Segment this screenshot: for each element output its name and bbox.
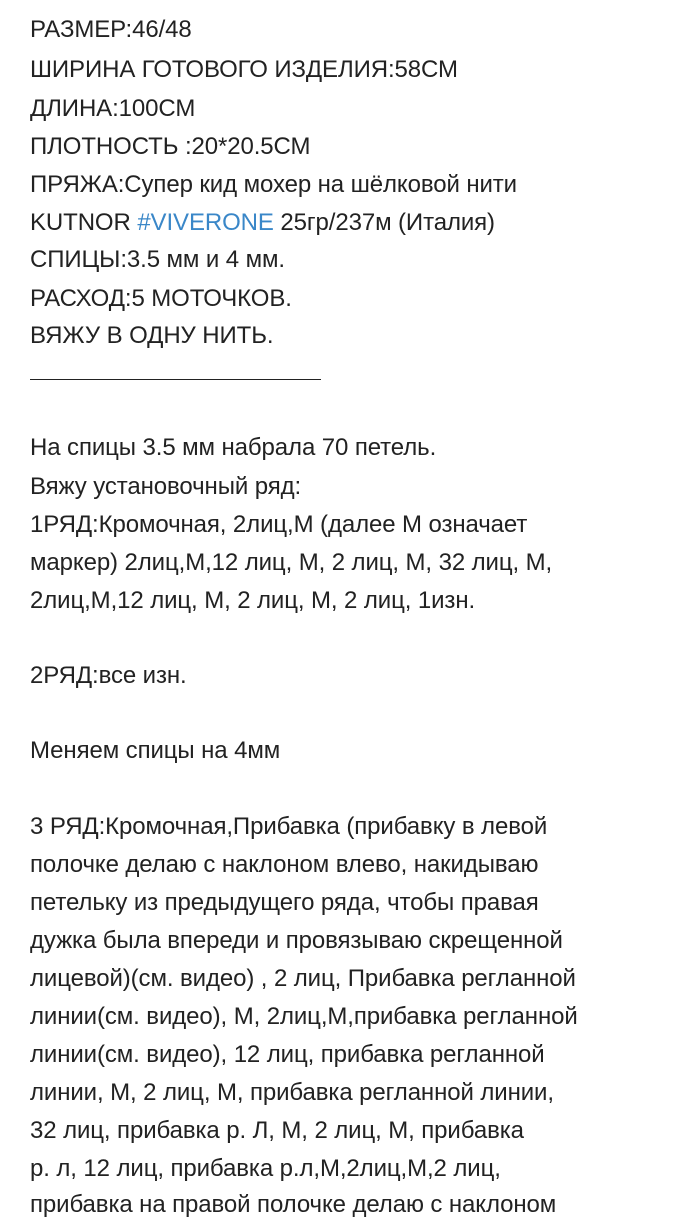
row2-line: 2РЯД:все изн. (30, 662, 187, 689)
finished-width-line: ШИРИНА ГОТОВОГО ИЗДЕЛИЯ:58СМ (30, 56, 458, 83)
row1-line: 1РЯД:Кромочная, 2лиц,М (далее М означает (30, 511, 528, 538)
strands-line: ВЯЖУ В ОДНУ НИТЬ. (30, 322, 274, 349)
cast-on-line: На спицы 3.5 мм набрала 70 петель. (30, 434, 437, 461)
length-line: ДЛИНА:100СМ (30, 95, 196, 122)
row3-line: линии(см. видео), 12 лиц, прибавка регланной (30, 1041, 545, 1068)
setup-row-line: Вяжу установочный ряд: (30, 473, 302, 500)
consumption-line: РАСХОД:5 МОТОЧКОВ. (30, 285, 292, 312)
row3-line: петельку из предыдущего ряда, чтобы правая (30, 889, 539, 916)
row3-line: линии(см. видео), М, 2лиц,М,прибавка регланной (30, 1003, 578, 1030)
change-needles-line: Меняем спицы на 4мм (30, 737, 281, 764)
row1-line: 2лиц,М,12 лиц, М, 2 лиц, М, 2 лиц, 1изн. (30, 587, 476, 614)
needles-line: СПИЦЫ:3.5 мм и 4 мм. (30, 246, 285, 273)
yarn-line: ПРЯЖА:Супер кид мохер на шёлковой нити (30, 171, 517, 198)
row3-line: 32 лиц, прибавка р. Л, М, 2 лиц, М, прибавка (30, 1117, 524, 1144)
row3-line: р. л, 12 лиц, прибавка р.л,М,2лиц,М,2 лиц, (30, 1155, 501, 1182)
yarn-brand: KUTNOR (30, 209, 138, 236)
yarn-brand-line (30, 208, 495, 238)
size-line: РАЗМЕР:46/48 (30, 16, 192, 43)
row3-line: прибавка на правой полочке делаю с наклоном (30, 1191, 557, 1218)
row3-line: дужка была впереди и провязываю скрещенной (30, 927, 563, 954)
row1-line: маркер) 2лиц,М,12 лиц, М, 2 лиц, М, 32 лиц, М, (30, 549, 553, 576)
gauge-line: ПЛОТНОСТЬ :20*20.5СМ (30, 133, 311, 160)
row3-line: линии, М, 2 лиц, М, прибавка регланной линии, (30, 1079, 554, 1106)
yarn-weight: 25гр/237м (Италия) (273, 209, 495, 236)
section-divider (30, 379, 321, 380)
row3-line: 3 РЯД:Кромочная,Прибавка (прибавку в левой (30, 813, 548, 840)
row3-line: полочке делаю с наклоном влево, накидываю (30, 851, 539, 878)
row3-line: лицевой)(см. видео) , 2 лиц, Прибавка регланной (30, 965, 576, 992)
hashtag-link[interactable]: #VIVERONE (137, 209, 274, 236)
